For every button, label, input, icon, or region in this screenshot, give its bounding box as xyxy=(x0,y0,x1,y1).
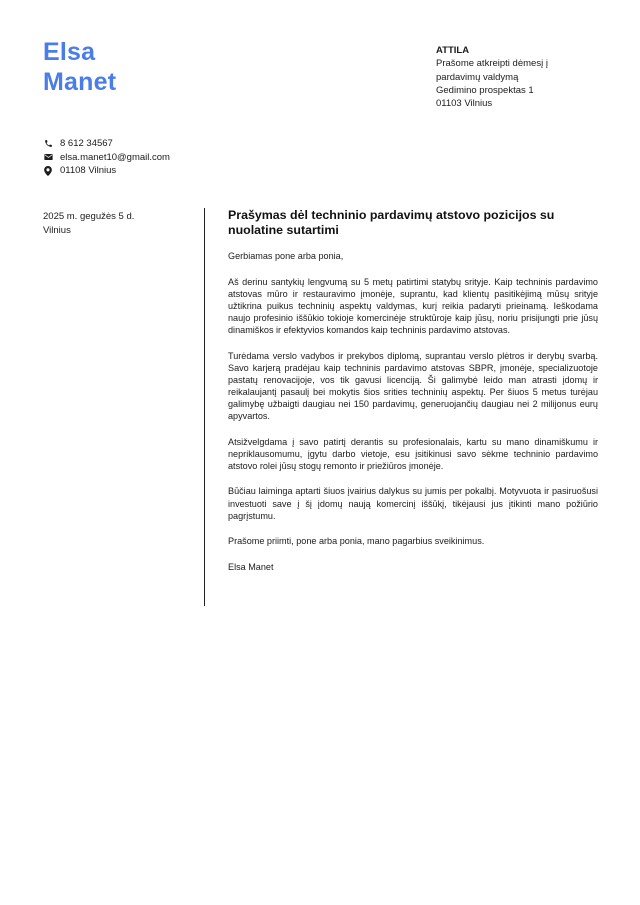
recipient-line: Gedimino prospektas 1 xyxy=(436,84,534,96)
recipient-line: Prašome atkreipti dėmesį į xyxy=(436,58,548,70)
letter-paragraph: Turėdama verslo vadybos ir prekybos diplomą, suprantau verslo plėtros ir derybų svarbą. Savo karjerą pradėjau kaip techninis pardavimo atstovas SBPR, įmonėje, specializuotoje pastatų renovacijoje, vos tik gavusi licenciją. Ši galimybė leido man atrasti įdomų ir reikalaujantį pasaulį bei mokytis šios srities techninių aspektų. Per šiuos 5 metus turėjau galimybę užbaigti daugiau nei 150 pardavimų, generuojančių daugiau nei 2 milijonus eurų apyvartos. xyxy=(228,350,598,422)
letter-date: 2025 m. gegužės 5 d. xyxy=(43,211,135,222)
postal-address: 01108 Vilnius xyxy=(60,165,117,176)
email-address: elsa.manet10@gmail.com xyxy=(60,151,170,163)
contact-info xyxy=(43,137,170,178)
vertical-divider xyxy=(204,208,205,606)
letter-signature: Elsa Manet xyxy=(228,561,274,572)
contact-email xyxy=(43,151,170,165)
letter-greeting: Gerbiamas pone arba ponia, xyxy=(228,251,344,261)
sender-last-name: Manet xyxy=(43,68,117,96)
recipient-line: 01103 Vilnius xyxy=(436,98,493,110)
letter-paragraph: Aš derinu santykių lengvumą su 5 metų patirtimi statybų srityje. Kaip techninis pardavimo atstovas mūro ir restauravimo įmonėje, suprantu, kad klientų pasitikėjimą mūsų srityje užtikrina puikus techninių aspektų valdymas, kurį reikia padaryti prieinamą. Ieškodama naujo profesinio iššūkio tokioje komercinėje struktūroje kaip jūsų, noriu prisijungti prie jūsų dinamiškos ir efektyvios komandos kaip techninis pardavimo atstovas. xyxy=(228,276,598,335)
envelope-icon xyxy=(43,152,53,162)
letter-closing: Prašome priimti, pone arba ponia, mano pagarbius sveikinimus. xyxy=(228,536,485,547)
phone-icon xyxy=(43,139,53,149)
recipient-address xyxy=(436,44,548,110)
letter-body xyxy=(228,208,598,586)
contact-phone xyxy=(43,137,170,151)
recipient-line: pardavimų valdymą xyxy=(436,71,519,83)
map-pin-icon xyxy=(43,166,53,176)
letter-paragraph: Atsižvelgdama į savo patirtį derantis su profesionalais, kartu su mano dinamiškumu ir nepriklausomumu, įgytu darbo vietoje, esu įsitikinusi savo sėkme techninio pardavimo atstovo rolei jūsų stogų remonto ir priežiūros įmonėje. xyxy=(228,436,598,471)
contact-location xyxy=(43,164,170,178)
sender-first-name: Elsa xyxy=(43,38,96,66)
letter-subject: Prašymas dėl techninio pardavimų atstovo pozicijos su nuolatine sutartimi xyxy=(228,208,555,237)
letter-paragraph: Būčiau laiminga aptarti šiuos įvairius dalykus su jumis per pokalbį. Motyvuota ir pasiruošusi investuoti save į šį įdomų naują komercinį iššūkį, tikėjausi jus įtikinti mano požiūrio pagrįstumu. xyxy=(228,486,598,521)
phone-number: 8 612 34567 xyxy=(60,138,113,149)
sender-name xyxy=(43,37,116,97)
recipient-company: ATTILA xyxy=(436,45,470,56)
letter-place: Vilnius xyxy=(43,224,71,236)
letter-meta xyxy=(43,210,134,237)
